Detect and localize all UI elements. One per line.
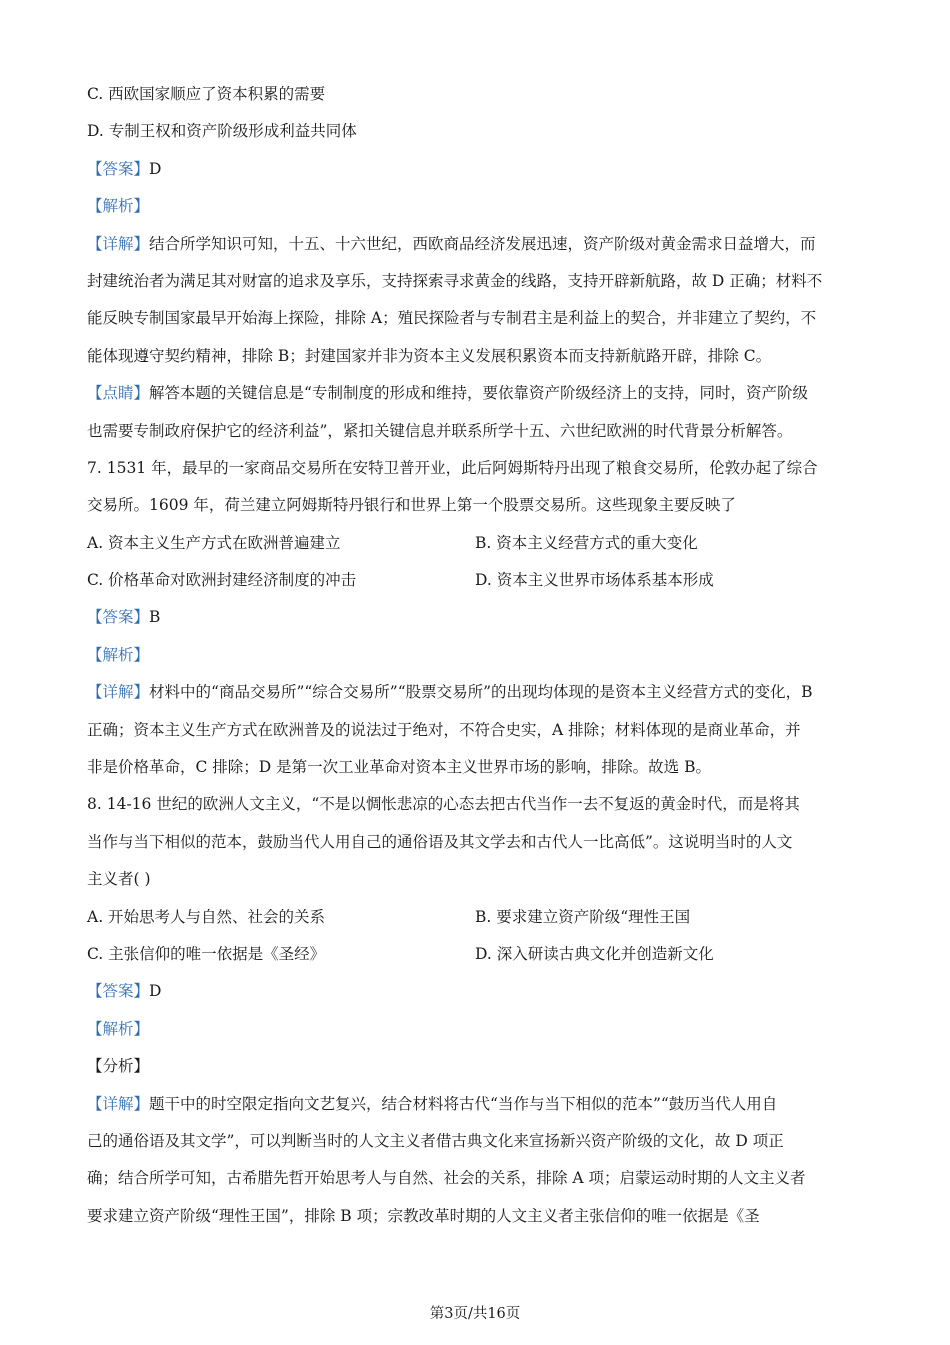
detail-text: 材料中的“商品交易所”“综合交易所”“股票交易所”的出现均体现的是资本主义经营方式的变化，B	[149, 683, 813, 702]
q8-option-d: D. 深入研读古典文化并创造新文化	[475, 944, 714, 963]
q8-option-b: B. 要求建立资产阶级“理性王国	[475, 907, 691, 926]
question-8-text: 当作与当下相似的范本，鼓励当代人用自己的通俗语及其文学去和古代人一比高低”。这说明当时的人文	[87, 832, 793, 851]
detail-text: 能反映专制国家最早开始海上探险，排除 A；殖民探险者与专制君主是利益上的契合，并非建立了契约，不	[87, 309, 817, 328]
q8-option-a: A. 开始思考人与自然、社会的关系	[87, 907, 326, 926]
detail-tag: 【详解】	[87, 234, 150, 253]
answer-tag: 【答案】	[87, 159, 150, 178]
option-c-text: C. 西欧国家顺应了资本积累的需要	[87, 85, 326, 103]
page-number: 第3页/共16页	[429, 1306, 521, 1322]
q7-option-b: B. 资本主义经营方式的重大变化	[475, 533, 698, 552]
question-7-options-row	[87, 562, 867, 599]
detail-text: 能体现遵守契约精神，排除 B；封建国家并非为资本主义发展积累资本而支持新航路开辟，排除 C。	[87, 346, 772, 365]
q7-option-d: D. 资本主义世界市场体系基本形成	[475, 571, 714, 590]
analysis-tag: 【解析】	[87, 645, 150, 664]
detail-text: 正确；资本主义生产方式在欧洲普及的说法过于绝对，不符合史实，A 排除；材料体现的是商业革命，并	[87, 720, 801, 739]
answer-value: D	[149, 159, 162, 178]
question-7-text: 7. 1531 年，最早的一家商品交易所在安特卫普开业，此后阿姆斯特丹出现了粮食交易所，伦敦办起了综合	[87, 458, 818, 477]
detail-line	[87, 674, 867, 711]
detail-text: 封建统治者为满足其对财富的追求及享乐，支持探索寻求黄金的线路，支持开辟新航路，故 D 正确；材料不	[87, 271, 823, 290]
q7-option-a: A. 资本主义生产方式在欧洲普遍建立	[87, 533, 341, 552]
detail-text: 非是价格革命，C 排除；D 是第一次工业革命对资本主义世界市场的影响，排除。故选 B。	[87, 758, 711, 777]
analysis-tag: 【解析】	[87, 197, 150, 216]
detail-line	[87, 226, 867, 263]
option-d-text: D. 专制王权和资产阶级形成利益共同体	[87, 122, 357, 141]
answer-tag: 【答案】	[87, 608, 150, 627]
question-8-text: 8. 14-16 世纪的欧洲人文主义，“不是以惆怅悲凉的心态去把古代当作一去不复返的黄金时代，而是将其	[87, 795, 800, 814]
comment-line	[87, 375, 867, 412]
answer-tag: 【答案】	[87, 982, 150, 1001]
detail-text: 己的通俗语及其文学”，可以判断当时的人文主义者借古典文化来宣扬新兴资产阶级的文化，故 D 项正	[87, 1131, 784, 1150]
question-8-options-row	[87, 899, 867, 936]
analysis-tag: 【解析】	[87, 1019, 150, 1038]
detail-text: 要求建立资产阶级“理性王国”，排除 B 项；宗教改革时期的人文主义者主张信仰的唯一依据是《圣	[87, 1206, 760, 1225]
page-content	[87, 76, 867, 1235]
question-8-options-row	[87, 936, 867, 973]
detail-tag: 【详解】	[87, 1094, 150, 1113]
comment-text: 也需要专制政府保护它的经济利益”，紧扣关键信息并联系所学十五、六世纪欧洲的时代背景分析解答。	[87, 421, 793, 440]
answer-line	[87, 151, 867, 188]
question-7-text: 交易所。1609 年，荷兰建立阿姆斯特丹银行和世界上第一个股票交易所。这些现象主要反映了	[87, 496, 736, 515]
question-7-options-row	[87, 525, 867, 562]
detail-text: 题干中的时空限定指向文艺复兴，结合材料将古代“当作与当下相似的范本”“鼓历当代人用自	[149, 1094, 778, 1113]
comment-tag: 【点睛】	[87, 384, 150, 403]
answer-line	[87, 973, 867, 1010]
q7-option-c: C. 价格革命对欧洲封建经济制度的冲击	[87, 571, 357, 590]
fenxi-tag: 【分析】	[87, 1057, 150, 1076]
answer-line	[87, 599, 867, 636]
detail-text: 确；结合所学可知，古希腊先哲开始思考人与自然、社会的关系，排除 A 项；启蒙运动时期的人文主义者	[87, 1169, 806, 1188]
comment-text: 解答本题的关键信息是“专制制度的形成和维持，要依靠资产阶级经济上的支持，同时，资产阶级	[149, 384, 808, 403]
answer-value: D	[149, 982, 162, 1001]
detail-line	[87, 1086, 867, 1123]
answer-value: B	[149, 608, 161, 627]
q8-option-c: C. 主张信仰的唯一依据是《圣经》	[87, 944, 326, 963]
detail-tag: 【详解】	[87, 683, 150, 702]
question-8-text: 主义者( )	[87, 870, 151, 889]
detail-text: 结合所学知识可知，十五、十六世纪，西欧商品经济发展迅速，资产阶级对黄金需求日益增大，而	[149, 234, 816, 253]
